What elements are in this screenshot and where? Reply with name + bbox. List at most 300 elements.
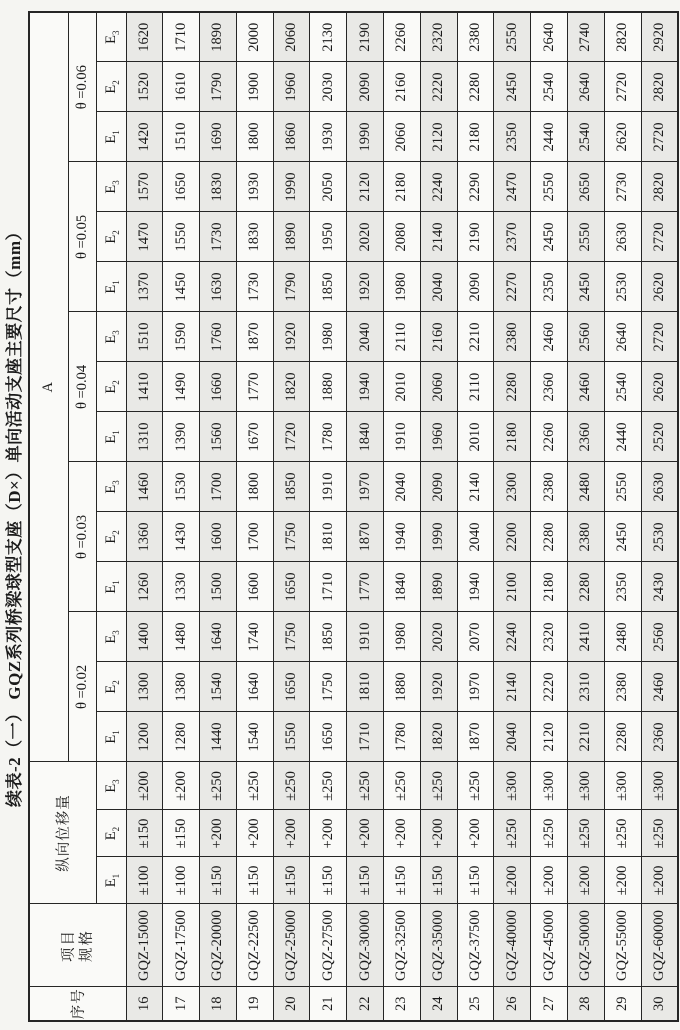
dimension-value-cell: 2530 [604, 262, 641, 312]
dimension-value-cell: 2620 [641, 262, 678, 312]
header-e-label [96, 362, 126, 412]
dimension-value-cell: 1280 [163, 712, 200, 762]
dimension-value-cell: 1760 [200, 312, 237, 362]
e-label-subscript: 3 [110, 779, 121, 784]
dimension-value-cell: 2180 [531, 562, 568, 612]
displacement-cell: ±300 [494, 762, 531, 810]
header-row-e-labels [96, 12, 126, 1021]
dimension-value-cell: 2640 [604, 312, 641, 362]
dimension-value-cell: 2280 [568, 562, 605, 612]
dimension-value-cell: 1890 [273, 212, 310, 262]
dimension-value-cell: 1540 [236, 712, 273, 762]
e-label-subscript: 2 [110, 380, 121, 385]
dimension-value-cell: 2520 [641, 412, 678, 462]
displacement-cell: ±300 [568, 762, 605, 810]
e-label-subscript: 1 [110, 580, 121, 585]
dimension-value-cell: 2270 [494, 262, 531, 312]
dimension-value-cell: 1660 [200, 362, 237, 412]
dimension-value-cell: 1690 [200, 112, 237, 162]
e-label-subscript: 3 [110, 30, 121, 36]
dimension-value-cell: 2550 [604, 462, 641, 512]
dimension-value-cell: 2550 [494, 12, 531, 62]
dimension-value-cell: 2350 [604, 562, 641, 612]
e-label-subscript: 1 [110, 130, 121, 135]
displacement-cell: +200 [236, 810, 273, 857]
dimension-value-cell: 1370 [126, 262, 163, 312]
e-label-base: E [102, 783, 119, 793]
spec-cell: GQZ-45000 [531, 904, 568, 987]
dimension-value-cell: 2320 [420, 12, 457, 62]
dimension-value-cell: 1640 [200, 612, 237, 662]
displacement-cell: ±200 [494, 857, 531, 904]
header-e-label [96, 212, 126, 262]
serial-number-cell: 30 [641, 987, 678, 1021]
dimension-value-cell: 1650 [273, 562, 310, 612]
dimension-value-cell: 1500 [200, 562, 237, 612]
dimension-value-cell: 1970 [347, 462, 384, 512]
dimension-value-cell: 2820 [641, 162, 678, 212]
dimension-value-cell: 2090 [420, 462, 457, 512]
dimension-value-cell: 1440 [200, 712, 237, 762]
dimension-value-cell: 2730 [604, 162, 641, 212]
displacement-cell: +200 [310, 810, 347, 857]
dimension-value-cell: 1510 [126, 312, 163, 362]
e-label-base: E [102, 484, 119, 494]
dimension-value-cell: 2020 [420, 612, 457, 662]
header-e-label [96, 462, 126, 512]
e-label-base: E [102, 584, 119, 594]
dimension-value-cell: 1920 [273, 312, 310, 362]
dimension-value-cell: 2040 [384, 462, 421, 512]
dimension-value-cell: 1870 [457, 712, 494, 762]
dimension-value-cell: 2560 [641, 612, 678, 662]
dimension-value-cell: 1960 [420, 412, 457, 462]
header-theta-003: θ =0.03 [68, 462, 96, 612]
dimension-value-cell: 2640 [531, 12, 568, 62]
dimension-value-cell: 2550 [531, 162, 568, 212]
dimension-value-cell: 2180 [457, 112, 494, 162]
dimension-value-cell: 1700 [236, 512, 273, 562]
header-e-label [96, 612, 126, 662]
table-row [126, 12, 163, 1021]
dimension-value-cell: 1650 [163, 162, 200, 212]
dimension-value-cell: 1820 [420, 712, 457, 762]
table-row [384, 12, 421, 1021]
dimension-value-cell: 1520 [126, 62, 163, 112]
e-label-subscript: 2 [110, 80, 121, 85]
dimension-value-cell: 2540 [531, 62, 568, 112]
displacement-cell: ±150 [126, 810, 163, 857]
dimension-value-cell: 2090 [347, 62, 384, 112]
displacement-cell: +200 [273, 810, 310, 857]
dimension-value-cell: 1800 [236, 112, 273, 162]
displacement-cell: ±200 [126, 762, 163, 810]
dimension-value-cell: 1720 [273, 412, 310, 462]
dimension-value-cell: 2030 [310, 62, 347, 112]
dimension-value-cell: 1820 [273, 362, 310, 412]
table-row [236, 12, 273, 1021]
dimension-value-cell: 1650 [310, 712, 347, 762]
displacement-cell: ±150 [384, 857, 421, 904]
header-guige-line: 规格 [78, 929, 95, 962]
dimension-value-cell: 2550 [568, 212, 605, 262]
dimension-value-cell: 1710 [347, 712, 384, 762]
e-label-subscript: 3 [110, 330, 121, 335]
dimension-value-cell: 1530 [163, 462, 200, 512]
header-row-span [29, 12, 68, 1021]
dimension-value-cell: 1640 [236, 662, 273, 712]
dimension-value-cell: 1780 [310, 412, 347, 462]
dimension-value-cell: 2290 [457, 162, 494, 212]
e-label-subscript: 1 [110, 873, 121, 879]
dimension-value-cell: 2740 [568, 12, 605, 62]
dimension-value-cell: 2180 [384, 162, 421, 212]
dimension-value-cell: 2260 [384, 12, 421, 62]
dimension-value-cell: 2460 [641, 662, 678, 712]
dimension-value-cell: 2410 [568, 612, 605, 662]
dimension-value-cell: 2540 [568, 112, 605, 162]
header-e-label [96, 810, 126, 857]
dimension-value-cell: 2380 [604, 662, 641, 712]
serial-number-cell: 28 [568, 987, 605, 1021]
table-row [273, 12, 310, 1021]
dimension-value-cell: 1570 [126, 162, 163, 212]
dimension-value-cell: 1960 [273, 62, 310, 112]
dimension-value-cell: 2120 [420, 112, 457, 162]
dimension-value-cell: 2280 [531, 512, 568, 562]
dimension-value-cell: 2220 [531, 662, 568, 712]
dimension-value-cell: 1460 [126, 462, 163, 512]
spec-cell: GQZ-22500 [236, 904, 273, 987]
dimension-value-cell: 1710 [163, 12, 200, 62]
e-label-base: E [102, 534, 119, 544]
dimension-value-cell: 1910 [384, 412, 421, 462]
dimension-value-cell: 1800 [236, 462, 273, 512]
dimension-value-cell: 1870 [347, 512, 384, 562]
displacement-cell: ±300 [531, 762, 568, 810]
dimension-value-cell: 2110 [457, 362, 494, 412]
header-e-label [96, 62, 126, 112]
dimension-value-cell: 1750 [273, 512, 310, 562]
dimension-value-cell: 2620 [604, 112, 641, 162]
spec-cell: GQZ-50000 [568, 904, 605, 987]
dimension-value-cell: 2190 [457, 212, 494, 262]
dimension-value-cell: 2120 [347, 162, 384, 212]
dimension-value-cell: 2060 [420, 362, 457, 412]
spec-cell: GQZ-25000 [273, 904, 310, 987]
dimension-value-cell: 2530 [641, 512, 678, 562]
dimension-value-cell: 2650 [568, 162, 605, 212]
dimension-value-cell: 1940 [347, 362, 384, 412]
header-e-label [96, 162, 126, 212]
dimension-value-cell: 1910 [310, 462, 347, 512]
displacement-cell: +200 [347, 810, 384, 857]
dimension-value-cell: 2720 [641, 312, 678, 362]
table-row [531, 12, 568, 1021]
dimension-value-cell: 2300 [494, 462, 531, 512]
dimension-value-cell: 2820 [641, 62, 678, 112]
e-label-subscript: 1 [110, 280, 121, 285]
displacement-cell: ±250 [236, 762, 273, 810]
table-row [568, 12, 605, 1021]
dimension-value-cell: 2640 [568, 62, 605, 112]
page-title: 续表-2（一） GQZ系列桥梁球型支座（D×）单向活动支座主要尺寸（mm） [5, 223, 24, 807]
dimension-value-cell: 1830 [200, 162, 237, 212]
e-label-base: E [102, 284, 119, 294]
dimension-value-cell: 2450 [531, 212, 568, 262]
header-xuhao: 序号 [29, 987, 126, 1021]
dimension-table [28, 11, 679, 1022]
serial-number-cell: 20 [273, 987, 310, 1021]
dimension-value-cell: 1850 [310, 262, 347, 312]
dimension-value-cell: 2360 [568, 412, 605, 462]
dimension-value-cell: 2440 [604, 412, 641, 462]
dimension-value-cell: 2000 [236, 12, 273, 62]
dimension-value-cell: 2040 [457, 512, 494, 562]
dimension-value-cell: 2140 [457, 462, 494, 512]
table-row [347, 12, 384, 1021]
serial-number-cell: 22 [347, 987, 384, 1021]
e-label-base: E [102, 84, 119, 94]
dimension-value-cell: 2450 [604, 512, 641, 562]
header-e-label [96, 412, 126, 462]
dimension-value-cell: 2280 [494, 362, 531, 412]
spec-cell: GQZ-27500 [310, 904, 347, 987]
table-row [200, 12, 237, 1021]
e-label-base: E [102, 384, 119, 394]
e-label-base: E [102, 234, 119, 244]
e-label-subscript: 2 [110, 230, 121, 235]
dimension-value-cell: 1300 [126, 662, 163, 712]
dimension-value-cell: 1480 [163, 612, 200, 662]
dimension-value-cell: 2060 [273, 12, 310, 62]
dimension-value-cell: 1930 [310, 112, 347, 162]
spec-cell: GQZ-60000 [641, 904, 678, 987]
displacement-cell: ±250 [641, 810, 678, 857]
dimension-value-cell: 1740 [236, 612, 273, 662]
displacement-cell: ±150 [347, 857, 384, 904]
header-xiangmu-line: 项目 [60, 929, 77, 962]
displacement-cell: ±150 [420, 857, 457, 904]
displacement-cell: +200 [420, 810, 457, 857]
serial-number-cell: 23 [384, 987, 421, 1021]
dimension-value-cell: 1200 [126, 712, 163, 762]
dimension-value-cell: 1600 [200, 512, 237, 562]
header-e-label [96, 112, 126, 162]
dimension-value-cell: 2210 [568, 712, 605, 762]
table-row [457, 12, 494, 1021]
displacement-cell: ±300 [604, 762, 641, 810]
displacement-cell: +200 [200, 810, 237, 857]
displacement-cell: ±250 [457, 762, 494, 810]
dimension-value-cell: 1840 [347, 412, 384, 462]
dimension-value-cell: 2350 [531, 262, 568, 312]
e-label-base: E [102, 35, 119, 44]
spec-cell: GQZ-20000 [200, 904, 237, 987]
dimension-value-cell: 1850 [310, 612, 347, 662]
dimension-value-cell: 2370 [494, 212, 531, 262]
displacement-cell: ±250 [420, 762, 457, 810]
e-label-subscript: 1 [110, 730, 121, 735]
table-row [494, 12, 531, 1021]
e-label-subscript: 3 [110, 180, 121, 185]
serial-number-cell: 18 [200, 987, 237, 1021]
dimension-value-cell: 2320 [531, 612, 568, 662]
e-label-base: E [102, 134, 119, 144]
spec-cell: GQZ-15000 [126, 904, 163, 987]
dimension-value-cell: 1790 [200, 62, 237, 112]
dimension-value-cell: 2460 [568, 362, 605, 412]
dimension-value-cell: 2040 [494, 712, 531, 762]
dimension-value-cell: 2360 [641, 712, 678, 762]
dimension-value-cell: 1590 [163, 312, 200, 362]
displacement-cell: ±100 [163, 857, 200, 904]
dimension-value-cell: 2260 [531, 412, 568, 462]
dimension-value-cell: 1390 [163, 412, 200, 462]
dimension-value-cell: 2380 [531, 462, 568, 512]
dimension-value-cell: 2480 [604, 612, 641, 662]
dimension-value-cell: 1920 [420, 662, 457, 712]
dimension-value-cell: 1550 [163, 212, 200, 262]
dimension-value-cell: 1670 [236, 412, 273, 462]
dimension-value-cell: 1990 [273, 162, 310, 212]
e-label-subscript: 2 [110, 530, 121, 535]
displacement-cell: ±250 [568, 810, 605, 857]
e-label-subscript: 3 [110, 630, 121, 635]
e-label-subscript: 2 [110, 680, 121, 685]
dimension-value-cell: 1980 [384, 262, 421, 312]
header-theta-005: θ =0.05 [68, 162, 96, 312]
dimension-value-cell: 1650 [273, 662, 310, 712]
dimension-value-cell: 1700 [200, 462, 237, 512]
displacement-cell: ±150 [236, 857, 273, 904]
dimension-value-cell: 2720 [641, 212, 678, 262]
dimension-value-cell: 2820 [604, 12, 641, 62]
dimension-value-cell: 1710 [310, 562, 347, 612]
displacement-cell: ±150 [163, 810, 200, 857]
dimension-value-cell: 2160 [384, 62, 421, 112]
serial-number-cell: 16 [126, 987, 163, 1021]
dimension-value-cell: 1790 [273, 262, 310, 312]
displacement-cell: ±150 [273, 857, 310, 904]
displacement-cell: +200 [384, 810, 421, 857]
table-row [420, 12, 457, 1021]
spec-cell: GQZ-17500 [163, 904, 200, 987]
dimension-value-cell: 1430 [163, 512, 200, 562]
e-label-base: E [102, 684, 119, 694]
dimension-value-cell: 1730 [200, 212, 237, 262]
e-label-base: E [102, 434, 119, 444]
header-xiangmu-guige [29, 904, 126, 987]
dimension-value-cell: 1470 [126, 212, 163, 262]
header-theta-006: θ =0.06 [68, 12, 96, 162]
table-row [604, 12, 641, 1021]
dimension-value-cell: 2720 [604, 62, 641, 112]
displacement-cell: ±250 [494, 810, 531, 857]
spec-cell: GQZ-37500 [457, 904, 494, 987]
e-label-base: E [102, 634, 119, 644]
spec-cell: GQZ-30000 [347, 904, 384, 987]
dimension-value-cell: 1310 [126, 412, 163, 462]
dimension-value-cell: 1260 [126, 562, 163, 612]
dimension-value-cell: 1630 [200, 262, 237, 312]
dimension-value-cell: 1620 [126, 12, 163, 62]
dimension-value-cell: 2310 [568, 662, 605, 712]
displacement-cell: ±150 [200, 857, 237, 904]
dimension-value-cell: 2360 [531, 362, 568, 412]
dimension-value-cell: 2200 [494, 512, 531, 562]
dimension-value-cell: 1540 [200, 662, 237, 712]
dimension-value-cell: 2090 [457, 262, 494, 312]
table-row [641, 12, 678, 1021]
displacement-cell: ±100 [126, 857, 163, 904]
dimension-value-cell: 1870 [236, 312, 273, 362]
serial-number-cell: 27 [531, 987, 568, 1021]
dimension-value-cell: 2450 [568, 262, 605, 312]
dimension-value-cell: 1330 [163, 562, 200, 612]
header-e-label [96, 312, 126, 362]
spec-cell: GQZ-55000 [604, 904, 641, 987]
dimension-value-cell: 1880 [310, 362, 347, 412]
dimension-value-cell: 2040 [347, 312, 384, 362]
displacement-cell: ±200 [568, 857, 605, 904]
dimension-value-cell: 2470 [494, 162, 531, 212]
displacement-cell: +200 [457, 810, 494, 857]
serial-number-cell: 24 [420, 987, 457, 1021]
dimension-value-cell: 2560 [568, 312, 605, 362]
dimension-value-cell: 2380 [494, 312, 531, 362]
displacement-cell: ±250 [384, 762, 421, 810]
dimension-value-cell: 1750 [310, 662, 347, 712]
dimension-value-cell: 1890 [200, 12, 237, 62]
dimension-value-cell: 2430 [641, 562, 678, 612]
e-label-base: E [102, 334, 119, 344]
e-label-subscript: 2 [110, 826, 121, 832]
dimension-value-cell: 1920 [347, 262, 384, 312]
dimension-value-cell: 1510 [163, 112, 200, 162]
dimension-value-cell: 1890 [420, 562, 457, 612]
dimension-value-cell: 1770 [347, 562, 384, 612]
dimension-value-cell: 1600 [236, 562, 273, 612]
displacement-cell: ±250 [604, 810, 641, 857]
dimension-value-cell: 2210 [457, 312, 494, 362]
dimension-value-cell: 2630 [641, 462, 678, 512]
dimension-value-cell: 1560 [200, 412, 237, 462]
dimension-value-cell: 1770 [236, 362, 273, 412]
dimension-value-cell: 2140 [420, 212, 457, 262]
displacement-cell: ±250 [310, 762, 347, 810]
displacement-cell: ±200 [531, 857, 568, 904]
dimension-value-cell: 2010 [384, 362, 421, 412]
dimension-value-cell: 1970 [457, 662, 494, 712]
dimension-value-cell: 2190 [347, 12, 384, 62]
dimension-value-cell: 1980 [384, 612, 421, 662]
dimension-value-cell: 2280 [457, 62, 494, 112]
displacement-cell: ±200 [163, 762, 200, 810]
dimension-value-cell: 2350 [494, 112, 531, 162]
dimension-value-cell: 1840 [384, 562, 421, 612]
dimension-value-cell: 2070 [457, 612, 494, 662]
displacement-cell: ±250 [347, 762, 384, 810]
dimension-value-cell: 2450 [494, 62, 531, 112]
displacement-cell: ±200 [641, 857, 678, 904]
displacement-cell: ±150 [457, 857, 494, 904]
dimension-value-cell: 2630 [604, 212, 641, 262]
dimension-value-cell: 1980 [310, 312, 347, 362]
displacement-cell: ±250 [531, 810, 568, 857]
dimension-value-cell: 2440 [531, 112, 568, 162]
dimension-value-cell: 2130 [310, 12, 347, 62]
